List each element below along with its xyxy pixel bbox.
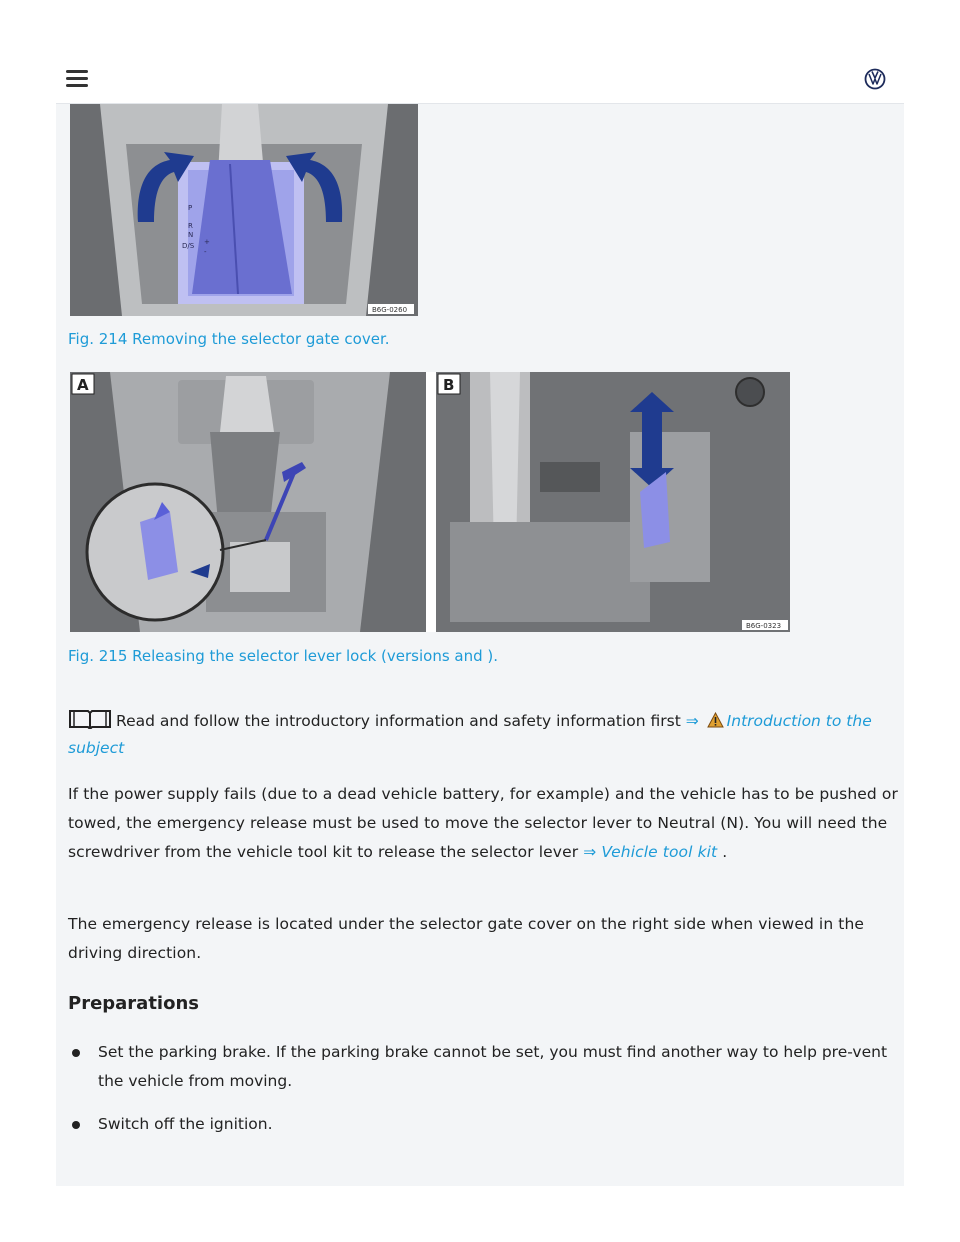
intro-link[interactable]: Introduction to the subject: [68, 712, 872, 757]
book-icon: [68, 709, 112, 729]
note-text: Read and follow the introductory information and safety information first: [116, 712, 681, 730]
section-heading: Preparations: [68, 993, 200, 1014]
preparations-list: [68, 1038, 898, 1153]
bullet-icon: [72, 1121, 80, 1129]
top-bar: [56, 58, 904, 104]
vehicle-tool-kit-link[interactable]: ⇒ Vehicle tool kit: [583, 843, 718, 861]
gear-label-ds: D/S: [182, 242, 195, 250]
panel-a: [70, 372, 426, 632]
panel-b-label: B: [443, 376, 455, 394]
note-arrow: ⇒: [685, 712, 699, 730]
figure-214-image: [70, 104, 418, 316]
gear-label-minus: -: [204, 248, 207, 256]
list-item: [68, 1038, 898, 1096]
figure-215-code: B6G-0323: [746, 622, 782, 630]
list-item: [68, 1110, 898, 1139]
hamburger-menu-icon[interactable]: [66, 70, 88, 88]
content-panel: [56, 104, 904, 1186]
gear-label-plus: +: [204, 238, 210, 246]
figure-215-image: [70, 372, 790, 632]
safety-note: [68, 708, 898, 762]
gear-label-r: R: [188, 222, 193, 230]
figure-214-code: B6G-0260: [372, 306, 408, 314]
bullet-icon: [72, 1049, 80, 1057]
figure-215-caption: Fig. 215 Releasing the selector lever lock (versions and ).: [68, 647, 499, 665]
panel-b: [436, 372, 790, 632]
warning-triangle-icon: [707, 712, 724, 728]
gear-label-n: N: [188, 231, 194, 239]
paragraph-1-text: If the power supply fails (due to a dead vehicle battery, for example) and the vehicle has to be pushed or towed, the emergency release must be used to move the selector lever to Neutral (N). You will need the screwdriver from the vehicle tool kit to release the selector lever: [68, 785, 898, 861]
gear-label-p: P: [188, 204, 193, 212]
emergency-release-paragraph: [68, 780, 898, 867]
figure-214-caption: Fig. 214 Removing the selector gate cover.: [68, 330, 390, 348]
list-item-text: Switch off the ignition.: [98, 1115, 273, 1133]
panel-a-label: A: [77, 376, 89, 394]
paragraph-1-end: .: [717, 843, 728, 861]
list-item-text: Set the parking brake. If the parking brake cannot be set, you must find another way to help pre-vent the vehicle from moving.: [98, 1043, 888, 1090]
vw-logo-icon[interactable]: [864, 68, 886, 90]
emergency-release-location-paragraph: The emergency release is located under the selector gate cover on the right side when viewed in the driving direction.: [68, 915, 865, 962]
